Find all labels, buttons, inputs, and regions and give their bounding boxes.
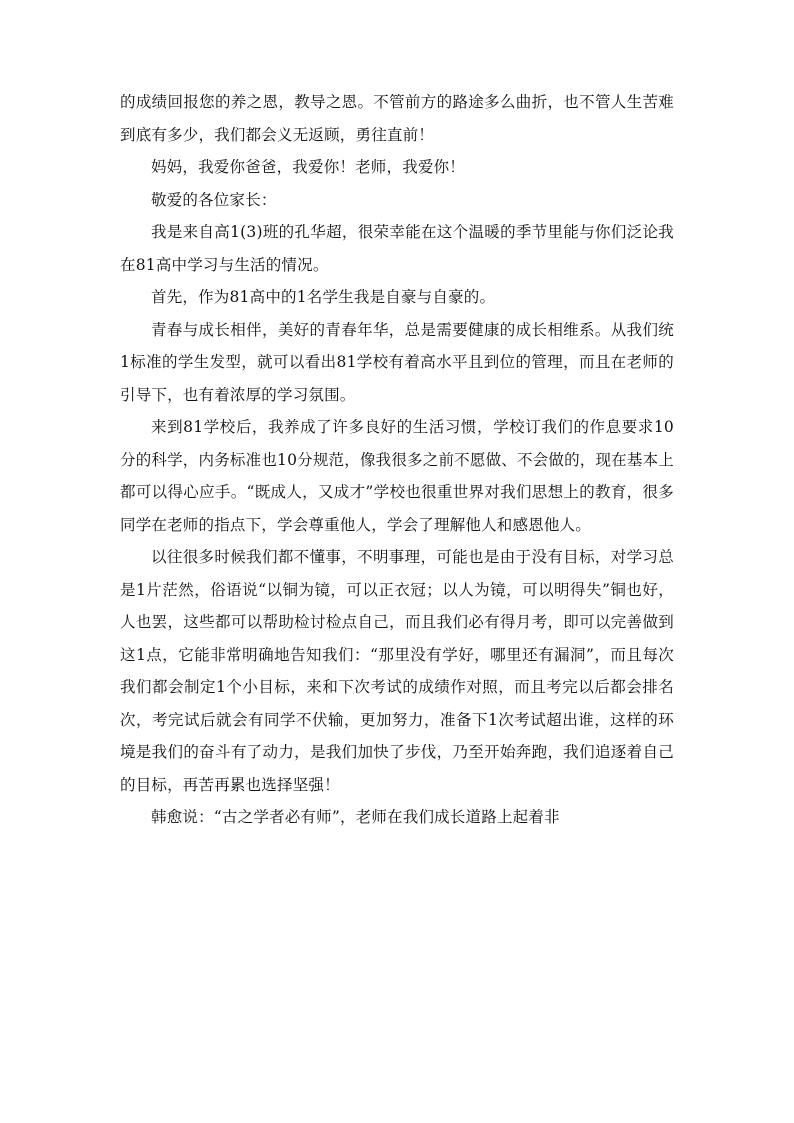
paragraph-school-habits: 来到81学校后，我养成了许多良好的生活习惯，学校订我们的作息要求10分的科学，内务标准也10分规范，像我很多之前不愿做、不会做的，现在基本上都可以得心应手。“既成人，又成才”学校也很重世界对我们思想上的教育，很多同学在老师的指点下，学会尊重他人，学会了理解他人和感恩他人。 [120,418,674,534]
paragraph-love-parents-teacher: 妈妈，我爱你爸爸，我爱你！老师，我爱你！ [151,158,466,176]
paragraph-salutation: 敬爱的各位家长： [151,190,277,209]
paragraph-teacher-quote: 韩愈说：“古之学者必有师”，老师在我们成长道路上起着非 [151,808,560,826]
document-page [120,86,674,834]
paragraph-goals-exams: 以往很多时候我们都不懂事，不明事理，可能也是由于没有目标，对学习总是1片茫然，俗语说“以铜为镜，可以正衣冠；以人为镜，可以明得失”铜也好，人也罢，这些都可以帮助检讨检点自己，而且我们必有得月考，即可以完善做到这1点，它能非常明确地告知我们：“那里没有学好，哪里还有漏洞”，而且每次我们都会制定1个小目标，来和下次考试的成绩作对照，而且考完以后都会排名次，考完试后就会有同学不伏输，更加努力，准备下1次考试超出谁，这样的环境是我们的奋斗有了动力，是我们加快了步伐，乃至开始奔跑，我们追逐着自己的目标，再苦再累也选择坚强！ [120,548,674,794]
paragraph-self-introduction: 我是来自高1(3)班的孔华超，很荣幸能在这个温暖的季节里能与你们泛论我在81高中学习与生活的情况。 [120,223,674,274]
paragraph-continuation: 的成绩回报您的养之恩，教导之恩。不管前方的路途多么曲折，也不管人生苦难到底有多少，我们都会义无返顾，勇往直前！ [120,93,674,144]
paragraph-pride: 首先，作为81高中的1名学生我是自豪与自豪的。 [151,288,496,306]
paragraph-youth-growth: 青春与成长相伴，美好的青春年华，总是需要健康的成长相维系。从我们统1标准的学生发型，就可以看出81学校有着高水平且到位的管理，而且在老师的引导下，也有着浓厚的学习氛围。 [120,320,674,404]
